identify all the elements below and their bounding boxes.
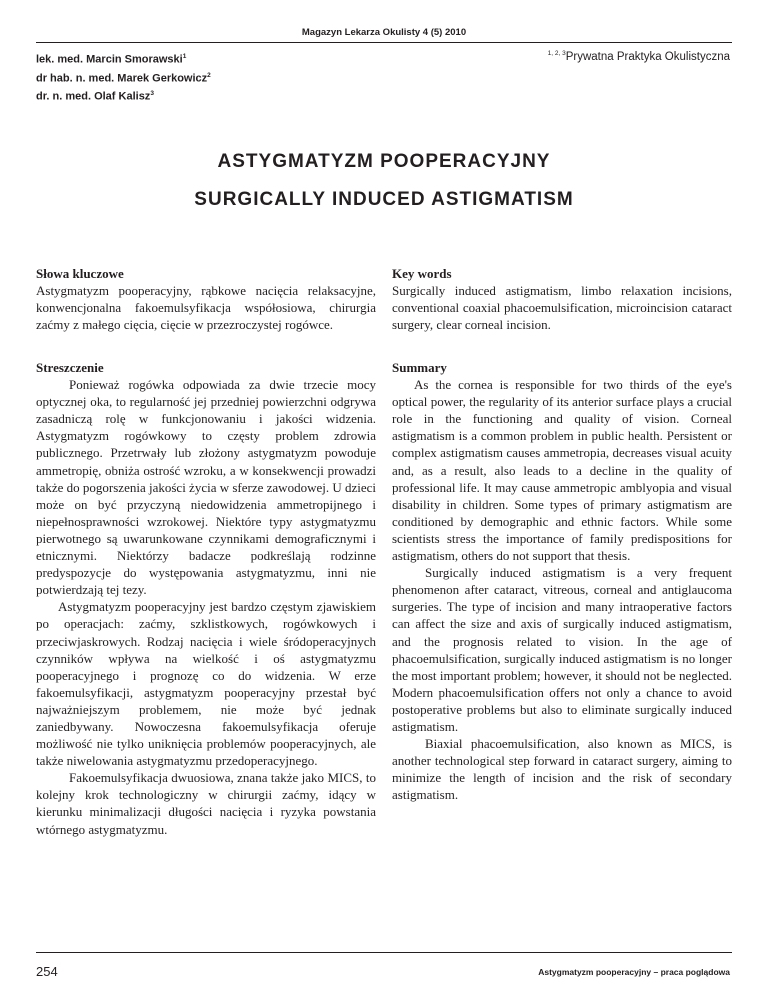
author-2: dr hab. n. med. Marek Gerkowicz$^2$: [36, 71, 211, 85]
keywords-polish: [36, 265, 376, 333]
page-number: 254: [36, 964, 58, 979]
title-english: SURGICALLY INDUCED ASTIGMATISM: [194, 189, 574, 210]
abstract-en-heading: Summary: [392, 360, 447, 375]
abstract-pl-paragraph-3: Fakoemulsyfikacja dwuosiowa, znana także jako MICS, to kolejny krok technologiczny w chirurgii zaćmy, idący w kierunku minimalizacji długości nacięcia i ryzyka powstania wtórnego astygmatyzmu.: [36, 770, 376, 837]
abstract-english: [392, 359, 732, 803]
abstract-en-paragraph-1: As the cornea is responsible for two thirds of the eye's optical power, the regularity of its anterior surface plays a crucial role in the functioning and quality of vision. Corneal astigmatism is a common problem in public health. Persistent or complex astigmatism causes ammetropia, decreases visual acuity and, as a result, also leads to a decline in the quality of professional life. It may cause ammetropic amblyopia and visual disability in children. Some types of primary astigmatism are conditioned by demographic and ethnic factors. While some scientists stress the importance of family predispositions for astigmatism, others do not support that thesis.: [392, 377, 732, 564]
author-3: dr. n. med. Olaf Kalisz$^3$: [36, 90, 154, 103]
author-list: [36, 49, 211, 105]
keywords-en-heading: Key words: [392, 266, 452, 281]
footer-rule: [36, 952, 732, 953]
abstract-pl-paragraph-2: Astygmatyzm pooperacyjny jest bardzo częstym zjawiskiem po operacjach: zaćmy, szklistkowych, rogówkowych i przeciwjaskrowych. Rodzaj nacięcia i wiele śródoperacyjnych czynników wpływa na wielkość i oś astygmatyzmu pooperacyjnego i prognozę co do widzenia. W erze fakoemulsyfikacji, astygmatyzm pooperacyjny przestał być najważniejszym problemem, nie może być jednak zaniedbywany. Nowoczesna fakoemulsyfikacja oferuje możliwość nie tylko uniknięcia problemów pooperacyjnych, ale także niwelowania astygmatyzmu przedoperacyjnego.: [36, 599, 376, 769]
keywords-english: [392, 265, 732, 333]
author-1: lek. med. Marcin Smorawski$^1$: [36, 53, 187, 66]
keywords-pl-text: Astygmatyzm pooperacyjny, rąbkowe nacięcia relaksacyjne, konwencjonalna fakoemulsyfikacja współosiowa, chirurgia zaćmy z małego cięcia, cięcie w przezroczystej rogówce.: [36, 283, 376, 333]
abstract-en-paragraph-2: Surgically induced astigmatism is a very frequent phenomenon after cataract, vitreous, corneal and antiglaucoma surgeries. The type of incision and many intraoperative factors can affect the size and axis of surgically induced astigmatism, and the prognosis related to vision. In the age of phacoemulsification, surgically induced astigmatism is no longer the most important problem; however, it should not be neglected. Modern phacoemulsification offers not only a chance to avoid postoperative problems but also to eliminate surgically induced astigmatism.: [392, 565, 732, 734]
header-rule: [36, 42, 732, 43]
running-title: Astygmatyzm pooperacyjny – praca poglądowa: [538, 967, 730, 977]
title-polish: ASTYGMATYZM POOPERACYJNY: [217, 151, 551, 172]
abstract-pl-heading: Streszczenie: [36, 360, 104, 375]
abstract-polish: [36, 359, 376, 838]
abstract-en-paragraph-3: Biaxial phacoemulsification, also known as MICS, is another technological step forward in cataract surgery, aiming to minimize the length of incision and the risk of secondary astigmatism.: [392, 736, 732, 803]
journal-header: Magazyn Lekarza Okulisty 4 (5) 2010: [301, 27, 467, 38]
keywords-pl-heading: Słowa kluczowe: [36, 266, 124, 281]
keywords-en-text: Surgically induced astigmatism, limbo relaxation incisions, conventional coaxial phacoemulsification, microincision cataract surgery, clear corneal incision.: [392, 283, 732, 333]
abstract-pl-paragraph-1: Ponieważ rogówka odpowiada za dwie trzecie mocy optycznej oka, to regularność jej przedniej powierzchni odgrywa zasadniczą rolę w funkcjonowaniu i jakości widzenia. Astygmatyzm rogówkowy to częsty problem zdrowia publicznego. Przetrwały lub złożony astygmatyzm powoduje ammetropię, obniża ostrość wzroku, a w konsekwencji prowadzi także do pogorszenia jakości życia w sferze zawodowej. U dzieci może on być przyczyną niedowidzenia ammetropijnego i niepełnosprawności wzrokowej. Niektóre typy astygmatyzmu pierwotnego są uwarunkowane czynnikami demograficznymi i etnicznymi. Niektórzy badacze podkreślają rodzinne predyspozycje do występowania astygmatyzmu, inni nie potwierdzają tej tezy.: [36, 377, 377, 598]
affiliation: $^{1, 2, 3}$Prywatna Praktyka Okulistyczna: [547, 50, 730, 63]
